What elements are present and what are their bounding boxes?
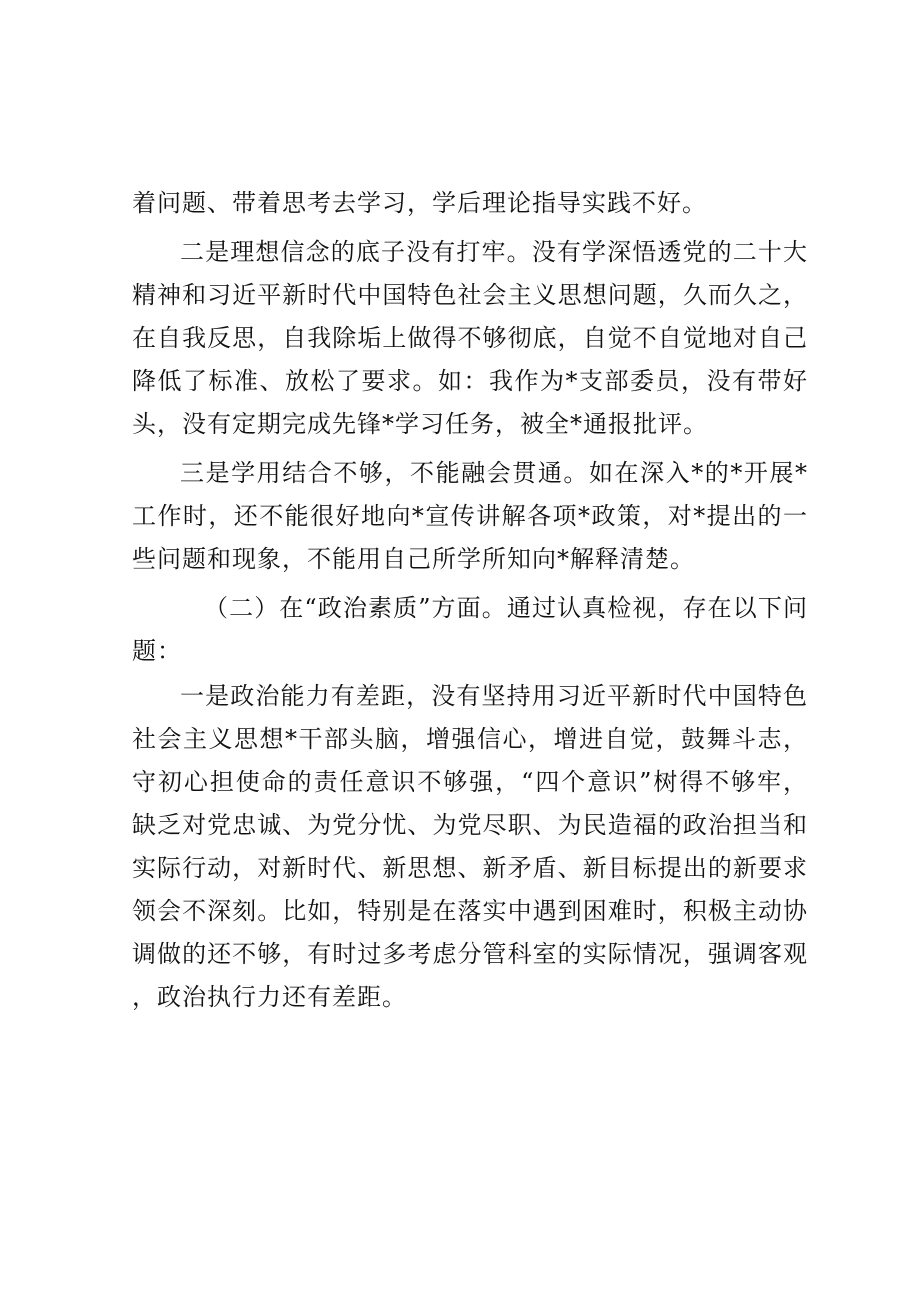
paragraph-continuation: 着问题、带着思考去学习，学后理论指导实践不好。: [132, 189, 707, 217]
document-body: [132, 182, 808, 1019]
paragraph-learning-application: 三是学用结合不够，不能融会贯通。如在深入*的*开展*工作时，还不能很好地向*宣传讲解各项*政策，对*提出的一些问题和现象，不能用自己所学所知向*解释清楚。: [132, 459, 808, 573]
paragraph-ideals-beliefs: 二是理想信念的底子没有打牢。没有学深悟透党的二十大精神和习近平新时代中国特色社会主义思想问题，久而久之，在自我反思，自我除垢上做得不够彻底，自觉不自觉地对自己降低了标准、放松了要求。如：我作为*支部委员，没有带好头，没有定期完成先锋*学习任务，被全*通报批评。: [132, 238, 808, 438]
section-heading-political-quality: （二）在“政治素质”方面。通过认真检视，存在以下问题：: [132, 594, 808, 665]
paragraph-political-ability: 一是政治能力有差距，没有坚持用习近平新时代中国特色社会主义思想*干部头脑，增强信心，增进自觉，鼓舞斗志，守初心担使命的责任意识不够强，“四个意识”树得不够牢，缺乏对党忠诚、为党分忧、为党尽职、为民造福的政治担当和实际行动，对新时代、新思想、新矛盾、新目标提出的新要求领会不深刻。比如，特别是在落实中遇到困难时，积极主动协调做的还不够，有时过多考虑分管科室的实际情况，强调客观，政治执行力还有差距。: [132, 682, 808, 1011]
